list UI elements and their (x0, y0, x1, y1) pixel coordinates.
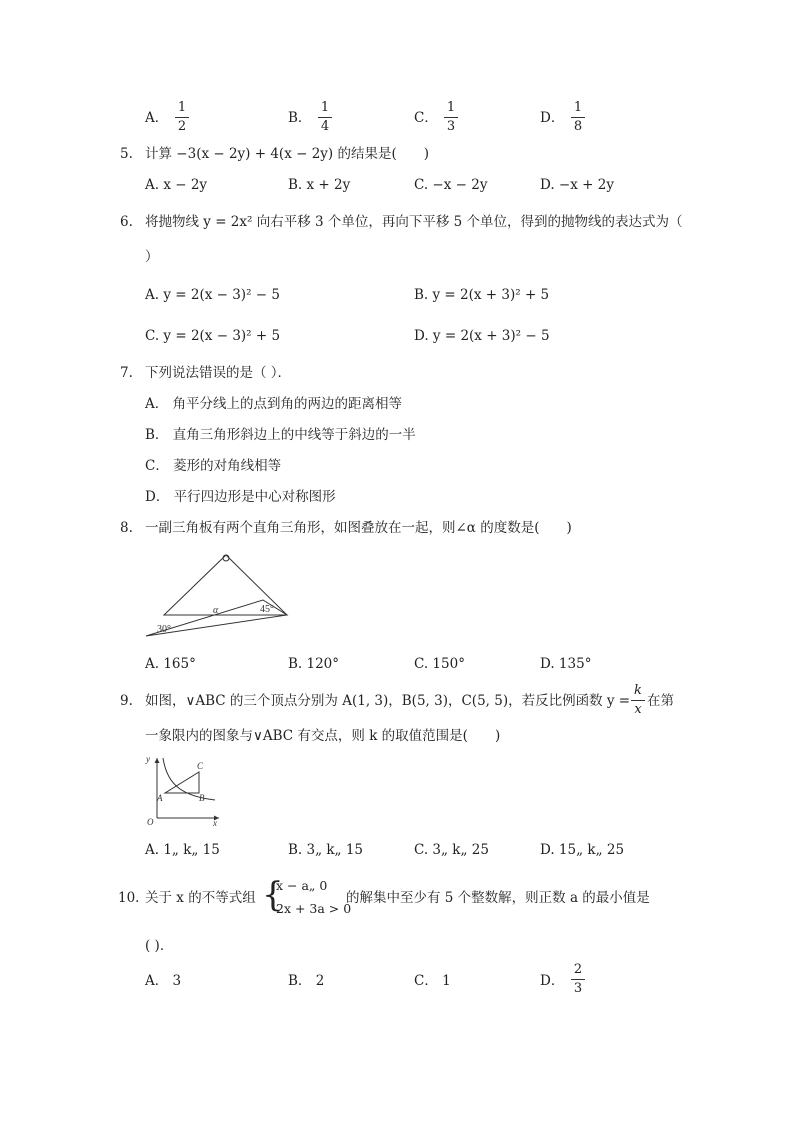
q9-option-b: B. 3„ k„ 15 (288, 842, 364, 858)
q7-number: 7. (120, 365, 133, 381)
q10-option-d-label: D． (540, 973, 565, 989)
q9-stem-line2: 一象限内的图象与∨ABC 有交点，则 k 的取值范围是( ) (145, 728, 501, 744)
q6-number: 6. (120, 214, 133, 230)
q4-option-d-fraction (570, 100, 586, 135)
q4-option-b-label: B． (288, 110, 312, 126)
q10-option-a: A． 3 (145, 973, 182, 989)
q4-option-a-num: 1 (177, 100, 187, 115)
q9-hyperbola (163, 758, 215, 800)
q9-frac-num: k (634, 683, 642, 698)
q9-option-a: A. 1„ k„ 15 (145, 842, 220, 858)
q4-option-c-fraction (443, 100, 459, 135)
q9-point-b-label: B (199, 793, 205, 803)
q5-option-a: A. x − 2y (145, 177, 208, 193)
q5-option-d: D. −x + 2y (540, 177, 614, 193)
q7-option-b: B． 直角三角形斜边上的中线等于斜边的一半 (145, 427, 416, 443)
q4-option-c-den: 3 (446, 119, 456, 134)
q4-option-d-den: 8 (573, 119, 583, 134)
q10-stem-a: 关于 x 的不等式组 (145, 890, 256, 906)
q5-number: 5. (120, 146, 133, 162)
q10-option-d-fraction (570, 962, 586, 997)
q5-option-b: B. x + 2y (288, 177, 351, 193)
q4-option-a-fraction (174, 100, 190, 135)
q8-alpha-label: α (213, 605, 219, 616)
q4-option-c-label: C． (414, 110, 438, 126)
q8-30-label: 30° (157, 624, 171, 635)
q4-option-b-fraction (317, 100, 333, 135)
q10-stem-line2: ( )． (145, 938, 174, 954)
q4-option-d-label: D． (540, 110, 565, 126)
q9-number: 9. (120, 693, 133, 709)
q4-option-b-num: 1 (320, 100, 330, 115)
q7-option-c: C． 菱形的对角线相等 (145, 458, 282, 474)
q10-option-c: C． 1 (414, 973, 451, 989)
q4-option-c-num: 1 (446, 100, 456, 115)
q4-option-b-den: 4 (320, 119, 330, 134)
q8-45-label: 45° (260, 604, 274, 615)
q9-option-c: C. 3„ k„ 25 (414, 842, 489, 858)
q7-option-a: A． 角平分线上的点到角的两边的距离相等 (145, 396, 403, 412)
q9-point-a-label: A (157, 793, 163, 803)
q9-stem-line1-b: 在第 (647, 693, 674, 709)
q4-option-a-den: 2 (177, 119, 187, 134)
q6-stem-line2: ） (145, 249, 159, 265)
q10-system-brace: { (262, 875, 284, 915)
q8-stem: 一副三角板有两个直角三角形，如图叠放在一起，则∠α 的度数是( ) (145, 520, 572, 536)
q7-option-d: D． 平行四边形是中心对称图形 (145, 489, 336, 505)
q5-stem: 计算 −3(x − 2y) + 4(x − 2y) 的结果是( ) (145, 146, 430, 162)
q8-right-angle-mark (223, 555, 229, 561)
q10-option-b: B． 2 (288, 973, 325, 989)
q9-stem-line1-a: 如图，∨ABC 的三个顶点分别为 A(1, 3)，B(5, 3)，C(5, 5)，若反比例函数 y = (145, 693, 631, 709)
q10-stem-b: 的解集中至少有 5 个整数解，则正数 a 的最小值是 (346, 890, 650, 906)
q6-stem-line1: 将抛物线 y = 2x² 向右平移 3 个单位，再向下平移 5 个单位，得到的抛物线的表达式为（ (145, 214, 683, 230)
q10-number: 10. (118, 890, 140, 906)
q9-kx-fraction (630, 683, 646, 718)
q5-option-c: C. −x − 2y (414, 177, 488, 193)
q10-option-d-den: 3 (573, 981, 583, 996)
q4-option-a-label: A． (145, 110, 169, 126)
q10-option-d-num: 2 (573, 962, 583, 977)
q7-stem: 下列说法错误的是（ ）． (145, 365, 292, 381)
q9-y-arrow (155, 758, 160, 763)
q9-x-label: x (213, 818, 217, 827)
q9-origin-label: O (147, 817, 154, 827)
q9-function-figure (143, 752, 228, 827)
q8-triangles-figure (140, 550, 295, 640)
q8-option-b: B. 120° (288, 656, 340, 672)
q9-y-label: y (146, 754, 150, 764)
q6-option-b: B. y = 2(x + 3)² + 5 (414, 287, 550, 303)
q4-option-d-num: 1 (573, 100, 583, 115)
q8-number: 8. (120, 520, 133, 536)
q9-frac-den: x (634, 702, 642, 717)
q8-option-a: A. 165° (145, 656, 196, 672)
q9-point-c-label: C (197, 761, 204, 771)
q6-option-d: D. y = 2(x + 3)² − 5 (414, 328, 550, 344)
q8-option-d: D. 135° (540, 656, 592, 672)
q6-option-c: C. y = 2(x − 3)² + 5 (145, 328, 281, 344)
q6-option-a: A. y = 2(x − 3)² − 5 (145, 287, 280, 303)
q9-option-d: D. 15„ k„ 25 (540, 842, 625, 858)
q10-system-line1: x − a„ 0 (276, 878, 328, 893)
q8-option-c: C. 150° (414, 656, 465, 672)
q10-system-line2: 2x + 3a > 0 (276, 901, 352, 916)
